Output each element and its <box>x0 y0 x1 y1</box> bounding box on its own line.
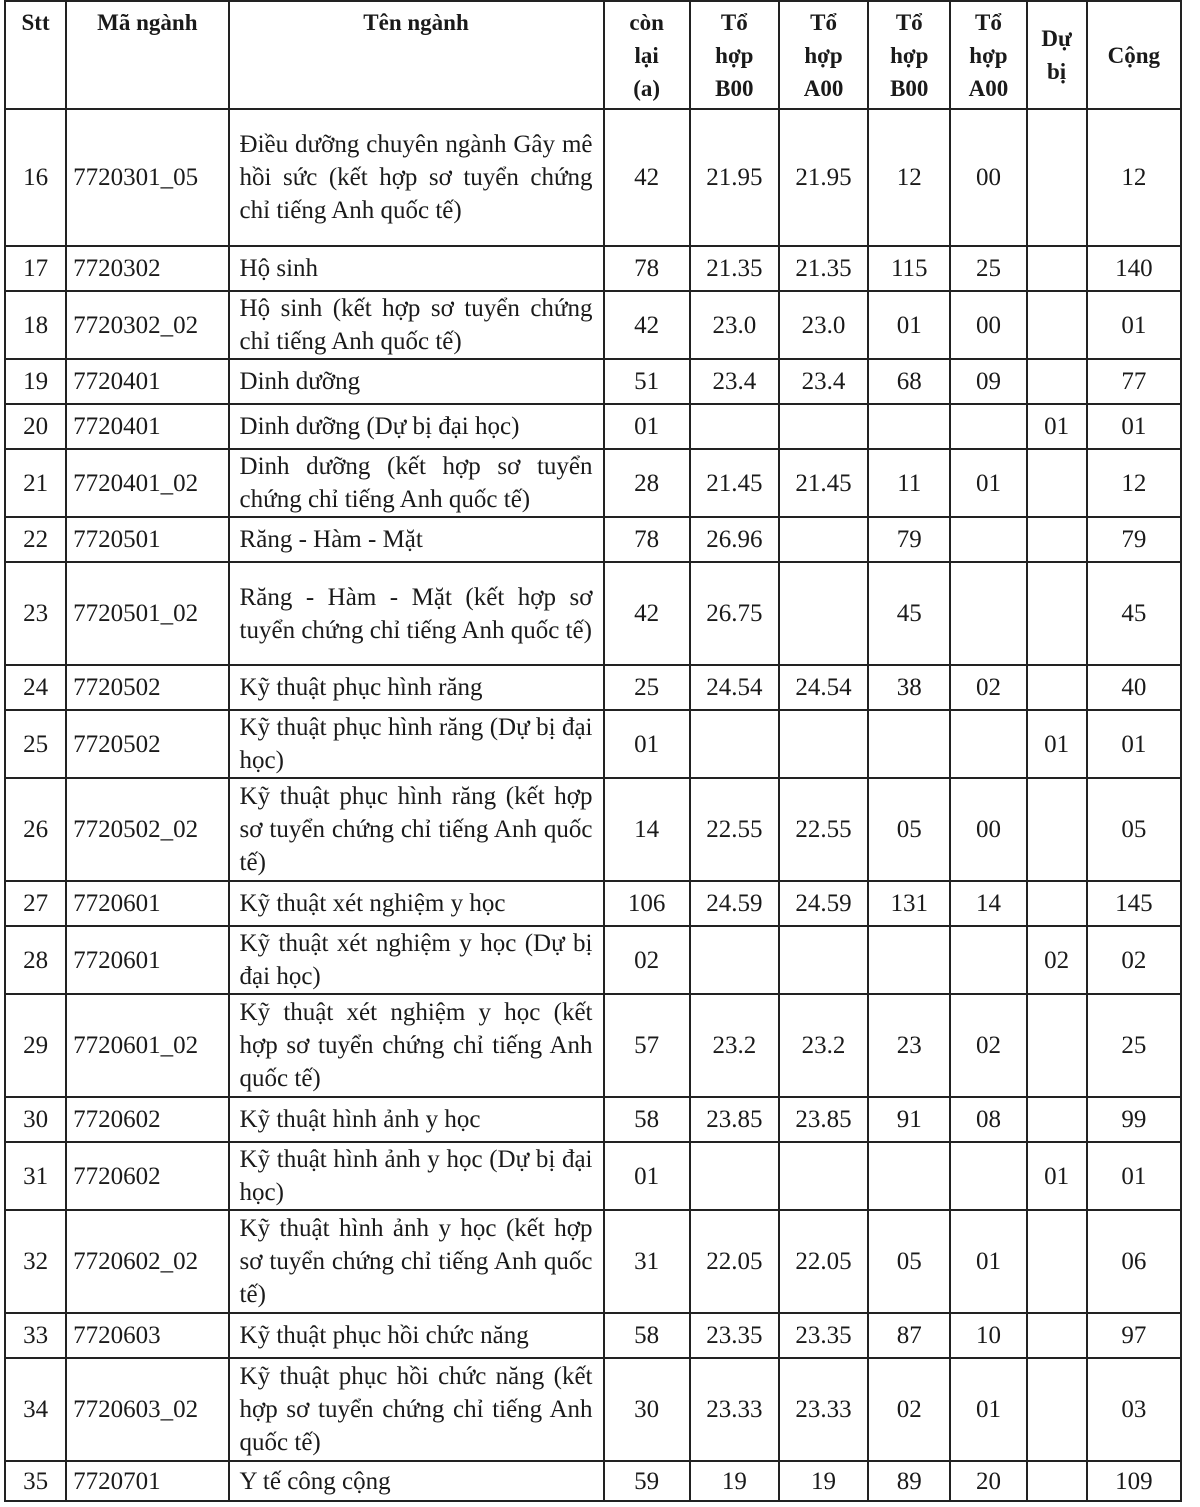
cell-stt: 22 <box>5 517 66 562</box>
header-row <box>5 1 1181 109</box>
cell-sl-b00: 91 <box>868 1097 950 1142</box>
cell-stt: 35 <box>5 1461 66 1501</box>
cell-diem-a00: 22.05 <box>779 1210 868 1313</box>
cell-ten-nganh: Kỹ thuật hình ảnh y học (kết hợp sơ tuyển chứng chỉ tiếng Anh quốc tế) <box>229 1210 604 1313</box>
table-row <box>5 517 1181 562</box>
cell-diem-a00 <box>779 710 868 778</box>
cell-sl-a00: 02 <box>950 665 1026 710</box>
cell-ma-nganh: 7720502 <box>66 710 228 778</box>
cell-sl-b00: 01 <box>868 291 950 359</box>
table-row <box>5 881 1181 926</box>
cell-sl-b00 <box>868 710 950 778</box>
cell-ten-nganh: Kỹ thuật hình ảnh y học <box>229 1097 604 1142</box>
table-row <box>5 1313 1181 1358</box>
cell-stt: 19 <box>5 359 66 404</box>
cell-stt: 26 <box>5 778 66 881</box>
cell-du-bi <box>1027 359 1087 404</box>
cell-diem-a00: 23.35 <box>779 1313 868 1358</box>
cell-diem-b00: 24.59 <box>690 881 779 926</box>
cell-sl-b00 <box>868 404 950 449</box>
cell-sl-a00 <box>950 404 1026 449</box>
cell-stt: 23 <box>5 562 66 665</box>
cell-ma-nganh: 7720701 <box>66 1461 228 1501</box>
cell-con-lai: 25 <box>604 665 690 710</box>
header-con-lai-line2: lại <box>634 42 659 68</box>
header-b00: B00 <box>890 75 929 101</box>
cell-ten-nganh: Kỹ thuật xét nghiệm y học (Dự bị đại học) <box>229 926 604 994</box>
cell-con-lai: 59 <box>604 1461 690 1501</box>
cell-du-bi <box>1027 109 1087 246</box>
cell-du-bi <box>1027 778 1087 881</box>
header-b00: B00 <box>715 75 754 101</box>
cell-sl-b00: 79 <box>868 517 950 562</box>
cell-con-lai: 14 <box>604 778 690 881</box>
cell-stt: 28 <box>5 926 66 994</box>
cell-diem-b00: 21.35 <box>690 246 779 291</box>
cell-sl-a00: 00 <box>950 109 1026 246</box>
cell-sl-b00: 87 <box>868 1313 950 1358</box>
cell-diem-b00: 23.2 <box>690 994 779 1097</box>
cell-diem-b00 <box>690 926 779 994</box>
cell-cong: 109 <box>1087 1461 1181 1501</box>
cell-cong: 140 <box>1087 246 1181 291</box>
cell-sl-b00: 38 <box>868 665 950 710</box>
cell-cong: 79 <box>1087 517 1181 562</box>
cell-sl-b00: 05 <box>868 778 950 881</box>
cell-sl-a00: 01 <box>950 1358 1026 1461</box>
cell-ma-nganh: 7720302 <box>66 246 228 291</box>
cell-cong: 01 <box>1087 1142 1181 1210</box>
header-hop: hợp <box>804 42 843 68</box>
cell-cong: 02 <box>1087 926 1181 994</box>
table-row <box>5 246 1181 291</box>
cell-diem-b00: 19 <box>690 1461 779 1501</box>
cell-du-bi <box>1027 246 1087 291</box>
header-to: Tổ <box>975 9 1002 35</box>
cell-sl-a00: 00 <box>950 778 1026 881</box>
table-row <box>5 1097 1181 1142</box>
cell-con-lai: 42 <box>604 562 690 665</box>
header-sl-a00 <box>950 1 1026 109</box>
cell-diem-a00: 23.4 <box>779 359 868 404</box>
cell-du-bi <box>1027 994 1087 1097</box>
cell-ma-nganh: 7720302_02 <box>66 291 228 359</box>
cell-diem-a00: 23.0 <box>779 291 868 359</box>
cell-diem-a00: 21.35 <box>779 246 868 291</box>
header-hop: hợp <box>890 42 929 68</box>
cell-ma-nganh: 7720601 <box>66 926 228 994</box>
header-cong: Cộng <box>1087 1 1181 109</box>
cell-stt: 21 <box>5 449 66 517</box>
cell-diem-a00: 23.85 <box>779 1097 868 1142</box>
cell-ten-nganh: Kỹ thuật phục hình răng (kết hợp sơ tuyển chứng chỉ tiếng Anh quốc tế) <box>229 778 604 881</box>
cell-con-lai: 42 <box>604 109 690 246</box>
cell-con-lai: 106 <box>604 881 690 926</box>
cell-sl-a00: 10 <box>950 1313 1026 1358</box>
cell-sl-a00 <box>950 562 1026 665</box>
cell-du-bi <box>1027 881 1087 926</box>
cell-ma-nganh: 7720603 <box>66 1313 228 1358</box>
cell-du-bi <box>1027 562 1087 665</box>
cell-stt: 25 <box>5 710 66 778</box>
header-stt: Stt <box>5 1 66 109</box>
cell-sl-b00: 89 <box>868 1461 950 1501</box>
cell-ten-nganh: Kỹ thuật xét nghiệm y học <box>229 881 604 926</box>
header-con-lai-line3: (a) <box>633 75 661 101</box>
table-row <box>5 665 1181 710</box>
header-diem-a00 <box>779 1 868 109</box>
cell-diem-a00: 21.45 <box>779 449 868 517</box>
header-sl-b00 <box>868 1 950 109</box>
cell-stt: 33 <box>5 1313 66 1358</box>
cell-con-lai: 58 <box>604 1313 690 1358</box>
cell-diem-b00: 26.96 <box>690 517 779 562</box>
cell-sl-a00 <box>950 1142 1026 1210</box>
cell-cong: 77 <box>1087 359 1181 404</box>
table-row <box>5 109 1181 246</box>
header-du-bi-line2: bị <box>1047 59 1067 84</box>
cell-stt: 29 <box>5 994 66 1097</box>
cell-sl-a00: 20 <box>950 1461 1026 1501</box>
cell-ten-nganh: Kỹ thuật phục hồi chức năng <box>229 1313 604 1358</box>
table-row <box>5 926 1181 994</box>
cell-stt: 16 <box>5 109 66 246</box>
cell-diem-b00: 24.54 <box>690 665 779 710</box>
cell-sl-a00: 08 <box>950 1097 1026 1142</box>
header-diem-b00 <box>690 1 779 109</box>
cell-stt: 24 <box>5 665 66 710</box>
cell-diem-a00: 23.2 <box>779 994 868 1097</box>
header-to: Tổ <box>810 9 837 35</box>
cell-diem-b00 <box>690 404 779 449</box>
cell-con-lai: 78 <box>604 517 690 562</box>
table-row <box>5 1142 1181 1210</box>
cell-ma-nganh: 7720401 <box>66 404 228 449</box>
cell-cong: 97 <box>1087 1313 1181 1358</box>
cell-sl-b00: 11 <box>868 449 950 517</box>
cell-con-lai: 42 <box>604 291 690 359</box>
table-row <box>5 710 1181 778</box>
cell-con-lai: 01 <box>604 710 690 778</box>
cell-cong: 01 <box>1087 291 1181 359</box>
table-row <box>5 449 1181 517</box>
cell-diem-b00: 23.85 <box>690 1097 779 1142</box>
cell-du-bi: 01 <box>1027 404 1087 449</box>
table-row <box>5 1358 1181 1461</box>
header-ma-nganh: Mã ngành <box>66 1 228 109</box>
cell-du-bi <box>1027 517 1087 562</box>
cell-diem-a00: 21.95 <box>779 109 868 246</box>
header-to: Tổ <box>720 9 748 35</box>
header-con-lai-line1: còn <box>629 9 664 35</box>
cell-diem-b00: 26.75 <box>690 562 779 665</box>
cell-stt: 31 <box>5 1142 66 1210</box>
cell-con-lai: 01 <box>604 1142 690 1210</box>
cell-sl-a00 <box>950 517 1026 562</box>
cell-cong: 12 <box>1087 109 1181 246</box>
header-a00: A00 <box>803 75 844 101</box>
cell-du-bi <box>1027 665 1087 710</box>
cell-ten-nganh: Y tế công cộng <box>229 1461 604 1501</box>
cell-sl-a00: 14 <box>950 881 1026 926</box>
cell-cong: 99 <box>1087 1097 1181 1142</box>
table-row <box>5 562 1181 665</box>
header-hop: hợp <box>969 42 1008 68</box>
cell-con-lai: 78 <box>604 246 690 291</box>
cell-ma-nganh: 7720502 <box>66 665 228 710</box>
cell-ten-nganh: Hộ sinh <box>229 246 604 291</box>
cell-diem-a00 <box>779 926 868 994</box>
cell-cong: 05 <box>1087 778 1181 881</box>
cell-ten-nganh: Dinh dưỡng (kết hợp sơ tuyển chứng chỉ tiếng Anh quốc tế) <box>229 449 604 517</box>
cell-diem-b00: 21.45 <box>690 449 779 517</box>
cell-ma-nganh: 7720501 <box>66 517 228 562</box>
cell-sl-b00: 05 <box>868 1210 950 1313</box>
cell-ma-nganh: 7720601_02 <box>66 994 228 1097</box>
cell-sl-a00: 02 <box>950 994 1026 1097</box>
cell-sl-b00: 12 <box>868 109 950 246</box>
cell-sl-b00: 23 <box>868 994 950 1097</box>
cell-ma-nganh: 7720602 <box>66 1142 228 1210</box>
cell-cong: 25 <box>1087 994 1181 1097</box>
cell-ma-nganh: 7720603_02 <box>66 1358 228 1461</box>
cell-stt: 32 <box>5 1210 66 1313</box>
header-con-lai <box>604 1 690 109</box>
cell-stt: 17 <box>5 246 66 291</box>
cell-diem-a00: 22.55 <box>779 778 868 881</box>
cell-sl-a00 <box>950 710 1026 778</box>
cell-du-bi <box>1027 449 1087 517</box>
cell-diem-a00 <box>779 404 868 449</box>
cell-sl-b00: 02 <box>868 1358 950 1461</box>
header-ten-nganh: Tên ngành <box>229 1 604 109</box>
cell-ma-nganh: 7720502_02 <box>66 778 228 881</box>
cell-diem-a00 <box>779 562 868 665</box>
cell-con-lai: 30 <box>604 1358 690 1461</box>
cell-sl-a00: 00 <box>950 291 1026 359</box>
cell-con-lai: 01 <box>604 404 690 449</box>
cell-sl-b00: 45 <box>868 562 950 665</box>
cell-cong: 12 <box>1087 449 1181 517</box>
cell-diem-b00: 23.35 <box>690 1313 779 1358</box>
cell-cong: 06 <box>1087 1210 1181 1313</box>
table-row <box>5 291 1181 359</box>
table-row <box>5 359 1181 404</box>
cell-ten-nganh: Dinh dưỡng <box>229 359 604 404</box>
cell-du-bi <box>1027 1313 1087 1358</box>
cell-ten-nganh: Kỹ thuật phục hình răng <box>229 665 604 710</box>
cell-sl-a00: 01 <box>950 1210 1026 1313</box>
cell-cong: 40 <box>1087 665 1181 710</box>
cell-ten-nganh: Răng - Hàm - Mặt (kết hợp sơ tuyển chứng chỉ tiếng Anh quốc tế) <box>229 562 604 665</box>
cell-sl-b00: 115 <box>868 246 950 291</box>
cell-diem-b00: 22.55 <box>690 778 779 881</box>
header-du-bi <box>1027 1 1087 109</box>
cell-diem-b00 <box>690 710 779 778</box>
cell-diem-b00 <box>690 1142 779 1210</box>
cell-stt: 30 <box>5 1097 66 1142</box>
cell-con-lai: 51 <box>604 359 690 404</box>
table-row <box>5 778 1181 881</box>
cell-du-bi: 02 <box>1027 926 1087 994</box>
cell-diem-a00 <box>779 517 868 562</box>
cell-diem-b00: 23.33 <box>690 1358 779 1461</box>
cell-ma-nganh: 7720401 <box>66 359 228 404</box>
cell-diem-a00: 19 <box>779 1461 868 1501</box>
cell-diem-a00 <box>779 1142 868 1210</box>
cell-sl-b00: 68 <box>868 359 950 404</box>
cell-ten-nganh: Kỹ thuật hình ảnh y học (Dự bị đại học) <box>229 1142 604 1210</box>
cell-diem-a00: 23.33 <box>779 1358 868 1461</box>
cell-stt: 18 <box>5 291 66 359</box>
cell-du-bi <box>1027 1461 1087 1501</box>
cell-cong: 145 <box>1087 881 1181 926</box>
cell-du-bi: 01 <box>1027 1142 1087 1210</box>
cell-con-lai: 02 <box>604 926 690 994</box>
cell-ma-nganh: 7720401_02 <box>66 449 228 517</box>
cell-diem-b00: 21.95 <box>690 109 779 246</box>
cell-ten-nganh: Răng - Hàm - Mặt <box>229 517 604 562</box>
cell-sl-b00 <box>868 926 950 994</box>
cell-sl-a00: 09 <box>950 359 1026 404</box>
table-row <box>5 994 1181 1097</box>
cell-ten-nganh: Kỹ thuật phục hồi chức năng (kết hợp sơ tuyển chứng chỉ tiếng Anh quốc tế) <box>229 1358 604 1461</box>
cell-ma-nganh: 7720501_02 <box>66 562 228 665</box>
cell-con-lai: 31 <box>604 1210 690 1313</box>
cell-sl-a00 <box>950 926 1026 994</box>
cell-sl-b00: 131 <box>868 881 950 926</box>
cell-con-lai: 58 <box>604 1097 690 1142</box>
cell-du-bi <box>1027 1097 1087 1142</box>
cell-du-bi <box>1027 1358 1087 1461</box>
cell-diem-b00: 23.4 <box>690 359 779 404</box>
cell-con-lai: 28 <box>604 449 690 517</box>
cell-diem-b00: 23.0 <box>690 291 779 359</box>
cell-stt: 27 <box>5 881 66 926</box>
cell-cong: 45 <box>1087 562 1181 665</box>
cell-stt: 20 <box>5 404 66 449</box>
table-body <box>5 109 1181 1501</box>
cell-du-bi <box>1027 1210 1087 1313</box>
cell-ma-nganh: 7720601 <box>66 881 228 926</box>
header-hop: hợp <box>715 42 754 68</box>
cell-sl-b00 <box>868 1142 950 1210</box>
cell-du-bi <box>1027 291 1087 359</box>
cell-stt: 34 <box>5 1358 66 1461</box>
header-a00: A00 <box>968 75 1009 101</box>
table-row <box>5 404 1181 449</box>
cell-ma-nganh: 7720301_05 <box>66 109 228 246</box>
header-to: Tổ <box>895 9 923 35</box>
cell-con-lai: 57 <box>604 994 690 1097</box>
cell-ten-nganh: Kỹ thuật phục hình răng (Dự bị đại học) <box>229 710 604 778</box>
header-du-bi-line1: Dự <box>1041 26 1072 51</box>
cell-cong: 03 <box>1087 1358 1181 1461</box>
cell-diem-a00: 24.54 <box>779 665 868 710</box>
admission-table <box>4 0 1182 1502</box>
cell-sl-a00: 25 <box>950 246 1026 291</box>
cell-ten-nganh: Kỹ thuật xét nghiệm y học (kết hợp sơ tuyển chứng chỉ tiếng Anh quốc tế) <box>229 994 604 1097</box>
cell-ten-nganh: Hộ sinh (kết hợp sơ tuyển chứng chỉ tiếng Anh quốc tế) <box>229 291 604 359</box>
cell-diem-a00: 24.59 <box>779 881 868 926</box>
cell-cong: 01 <box>1087 710 1181 778</box>
cell-ten-nganh: Điều dưỡng chuyên ngành Gây mê hồi sức (kết hợp sơ tuyển chứng chỉ tiếng Anh quốc tế) <box>229 109 604 246</box>
cell-sl-a00: 01 <box>950 449 1026 517</box>
table-row <box>5 1210 1181 1313</box>
cell-ma-nganh: 7720602_02 <box>66 1210 228 1313</box>
cell-ten-nganh: Dinh dưỡng (Dự bị đại học) <box>229 404 604 449</box>
cell-du-bi: 01 <box>1027 710 1087 778</box>
cell-diem-b00: 22.05 <box>690 1210 779 1313</box>
cell-ma-nganh: 7720602 <box>66 1097 228 1142</box>
cell-cong: 01 <box>1087 404 1181 449</box>
table-row <box>5 1461 1181 1501</box>
